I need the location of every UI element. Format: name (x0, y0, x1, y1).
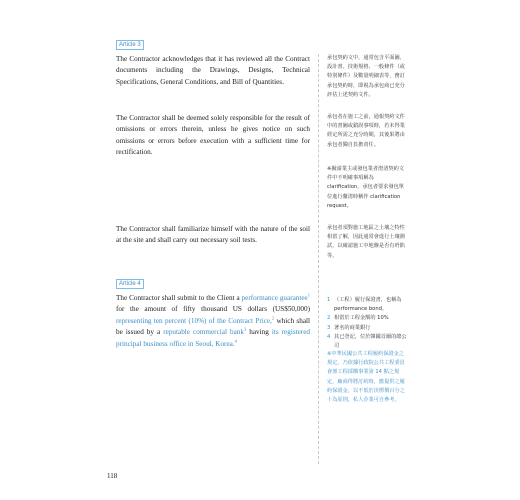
article-4-text-4: having (246, 328, 272, 337)
article-3-paragraph-1: The Contractor acknowledges that it has reviewed all the Contract documents including the Drawings, Designs, Technical Specifications, General Conditions, and Bill of Quantities. (116, 55, 310, 86)
glossary-item: 4 其已登記，位於韓國首爾的總公司 (327, 333, 407, 350)
footnote-ref-4[interactable]: 4 (234, 338, 237, 344)
glossary-item: 1 （工程）履行保證書，也稱為 performance bond。 (327, 297, 402, 313)
article-4-text-1: The Contractor shall submit to the Client a (116, 294, 242, 302)
footnote-ref-3[interactable]: 3 (243, 326, 247, 332)
reputable-bank-term[interactable]: reputable commercial bank (163, 328, 244, 337)
zh-annotation-3: 承包者須對施工地區之土壤之特性相當了解，因此通常會進行土壤測試，以確認施工中地盤是否有坍陷等。 (327, 225, 405, 259)
article-3-tag: Article 3 (116, 40, 144, 50)
article-4-tag: Article 4 (116, 279, 144, 289)
footnote-ref-1[interactable]: 1 (307, 292, 310, 298)
article-3-paragraph-2: The Contractor shall be deemed solely responsible for the result of omissions or errors therein, unless he gives notice on such omissions or errors before execution with a sufficient time for rectification. (116, 114, 310, 157)
column-divider (318, 54, 319, 464)
article-4-text-2: for the amount of fifty thousand US dollars (US$50,000) (116, 305, 310, 314)
ten-percent-term[interactable]: representing ten percent (10%) of the Contract Price, (116, 316, 272, 325)
registered-office-term[interactable]: its registered principal business office in Seoul, Korea. (116, 328, 310, 348)
glossary-item: 2 相當於工程金額的 10% (327, 315, 389, 322)
article-4-paragraph (116, 293, 310, 350)
article-4-text-3: which shall be issued by a (116, 316, 311, 337)
zh-guarantee-regulation-note: ※中華民國公共工程履約保證金之規定，乃依據行政院公共工程委員會頒工程採購事業第 14 點之規定，廠商得將訂約時，應提供之履約保證金，以不低於決標價百分之十為原則，私人企業可自參考。 (327, 351, 405, 404)
glossary-list (327, 296, 411, 351)
article-3-paragraph-3: The Contractor shall familiarize himself with the nature of the soil at the site and shall carry out necessary soil tests. (116, 225, 310, 245)
zh-clarification-note: ※擬請業主或發包業者澄清契約文件中不明確事項稱為 clarification，承包者要求發包單位進行釐清時稱作 clarification request。 (327, 166, 404, 209)
zh-annotation-1: 承包契約文中，通常包含平面圖、設計書、技術規格、一般條件（或特別條件）及數量明細表等，務訂承包契約時，即視為承包商已充分評估上述契約文件。 (327, 55, 405, 98)
note-mark-2: ※ (327, 351, 332, 357)
zh-annotation-2: 承包者在施工之前，通報契約文件中的書圖或錯誤事項時，若未得業經定所需之充分時間，其後果將由承包者獨自負擔責任。 (327, 114, 405, 148)
performance-guarantee-term[interactable]: performance guarantee (241, 294, 308, 302)
glossary-item: 3 著名的商業銀行 (327, 324, 371, 331)
note-mark: ※ (327, 166, 332, 172)
page-number: 118 (107, 472, 118, 480)
footnote-ref-2[interactable]: 2 (271, 315, 275, 321)
